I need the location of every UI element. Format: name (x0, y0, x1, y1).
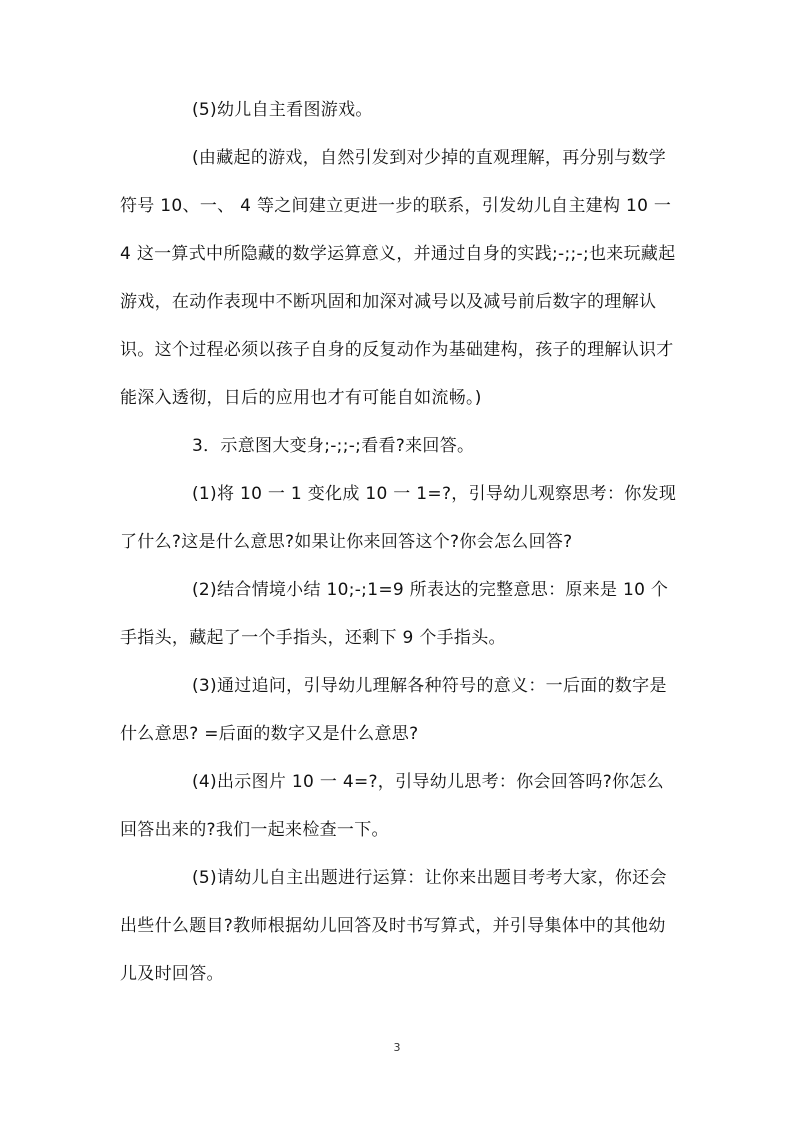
paragraph-step-5-picture-game: (5)幼儿自主看图游戏。 (192, 100, 373, 120)
paragraph-step-3: (3)通过追问，引导幼儿理解各种符号的意义：一后面的数字是什么意思? =后面的数字又是什么意思? (120, 676, 667, 744)
paragraph-step-2: (2)结合情境小结 10;-;1=9 所表达的完整意思：原来是 10 个手指头，藏起了一个手指头，还剩下 9 个手指头。 (120, 580, 669, 648)
paragraph-hiding-game-explanation: (由藏起的游戏，自然引发到对少掉的直观理解，再分别与数学符号 10、一、 4 等之间建立更进一步的联系，引发幼儿自主建构 10 一 4 这一算式中所隐藏的数学运算意义，并通过自身的实践;-;;-;也来玩藏起游戏，在动作表现中不断巩固和加深对减号以及减号前后数字的理解认识。这个过程必须以孩子自身的反复动作为基础建构，孩子的理解认识才能深入透彻，日后的应用也才有可能自如流畅。) (120, 148, 676, 408)
section-heading-3: 3．示意图大变身;-;;-;看看?来回答。 (192, 436, 475, 456)
page-number: 3 (393, 1041, 401, 1054)
paragraph-step-1: (1)将 10 一 1 变化成 10 一 1=?，引导幼儿观察思考：你发现了什么?这是什么意思?如果让你来回答这个?你会怎么回答? (120, 484, 677, 552)
paragraph-step-4: (4)出示图片 10 一 4=?，引导幼儿思考：你会回答吗?你怎么回答出来的?我们一起来检查一下。 (120, 772, 664, 840)
paragraph-step-5-exercise: (5)请幼儿自主出题进行运算：让你来出题目考考大家，你还会出些什么题目?教师根据幼儿回答及时书写算式，并引导集体中的其他幼儿及时回答。 (120, 868, 667, 984)
